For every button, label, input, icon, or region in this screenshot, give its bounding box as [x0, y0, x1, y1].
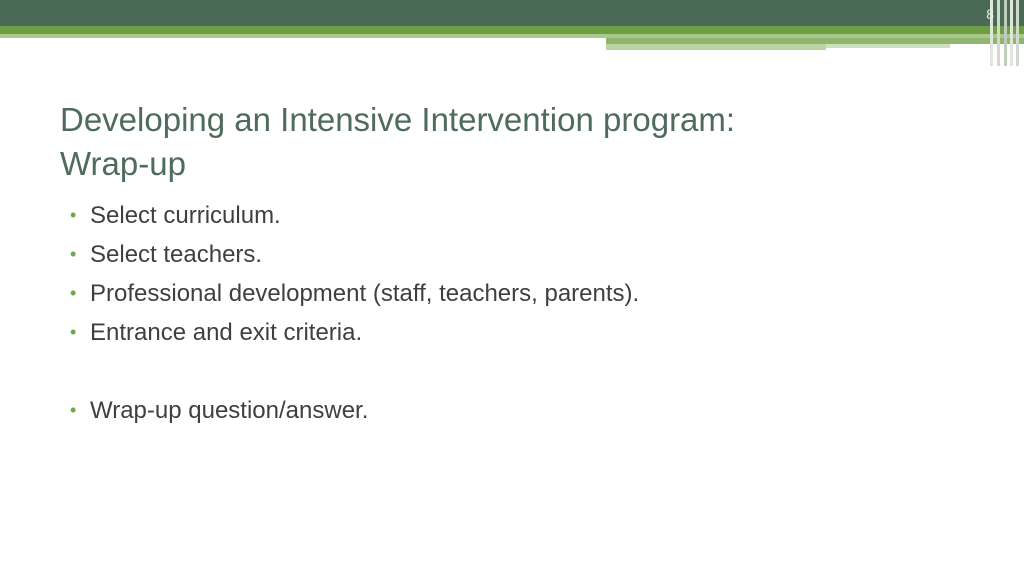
page-number: 8: [986, 6, 994, 22]
stripe: [1004, 0, 1007, 66]
list-item-text: Select teachers.: [90, 241, 263, 268]
stripe: [997, 0, 1000, 66]
bullet-list: [70, 196, 950, 430]
bullet-icon: •: [70, 244, 77, 264]
slide-title: [60, 98, 940, 186]
slide-title-line-2: Wrap-up: [60, 145, 186, 182]
stripe: [1016, 0, 1019, 66]
list-item: [70, 235, 950, 274]
header-decor-band-light: [606, 44, 826, 50]
list-item: [70, 196, 950, 235]
stripe: [1010, 0, 1013, 66]
bullet-icon: •: [70, 322, 77, 342]
list-item: [70, 274, 950, 313]
bullet-icon: •: [70, 205, 77, 225]
slide-title-line-1: Developing an Intensive Intervention program:: [60, 101, 736, 138]
list-item-text: Wrap-up question/answer.: [90, 397, 369, 424]
list-item-text: Select curriculum.: [90, 202, 281, 229]
bullet-icon: •: [70, 283, 77, 303]
list-item-text: Professional development (staff, teachers, parents).: [90, 280, 640, 307]
list-item: [70, 313, 950, 352]
header-accent-band: [0, 26, 1024, 34]
list-item-text: Entrance and exit criteria.: [90, 319, 363, 346]
header-bar: [0, 0, 1024, 26]
list-item: [70, 391, 950, 430]
header-decor-band-pale: [826, 44, 950, 48]
bullet-icon: •: [70, 400, 77, 420]
